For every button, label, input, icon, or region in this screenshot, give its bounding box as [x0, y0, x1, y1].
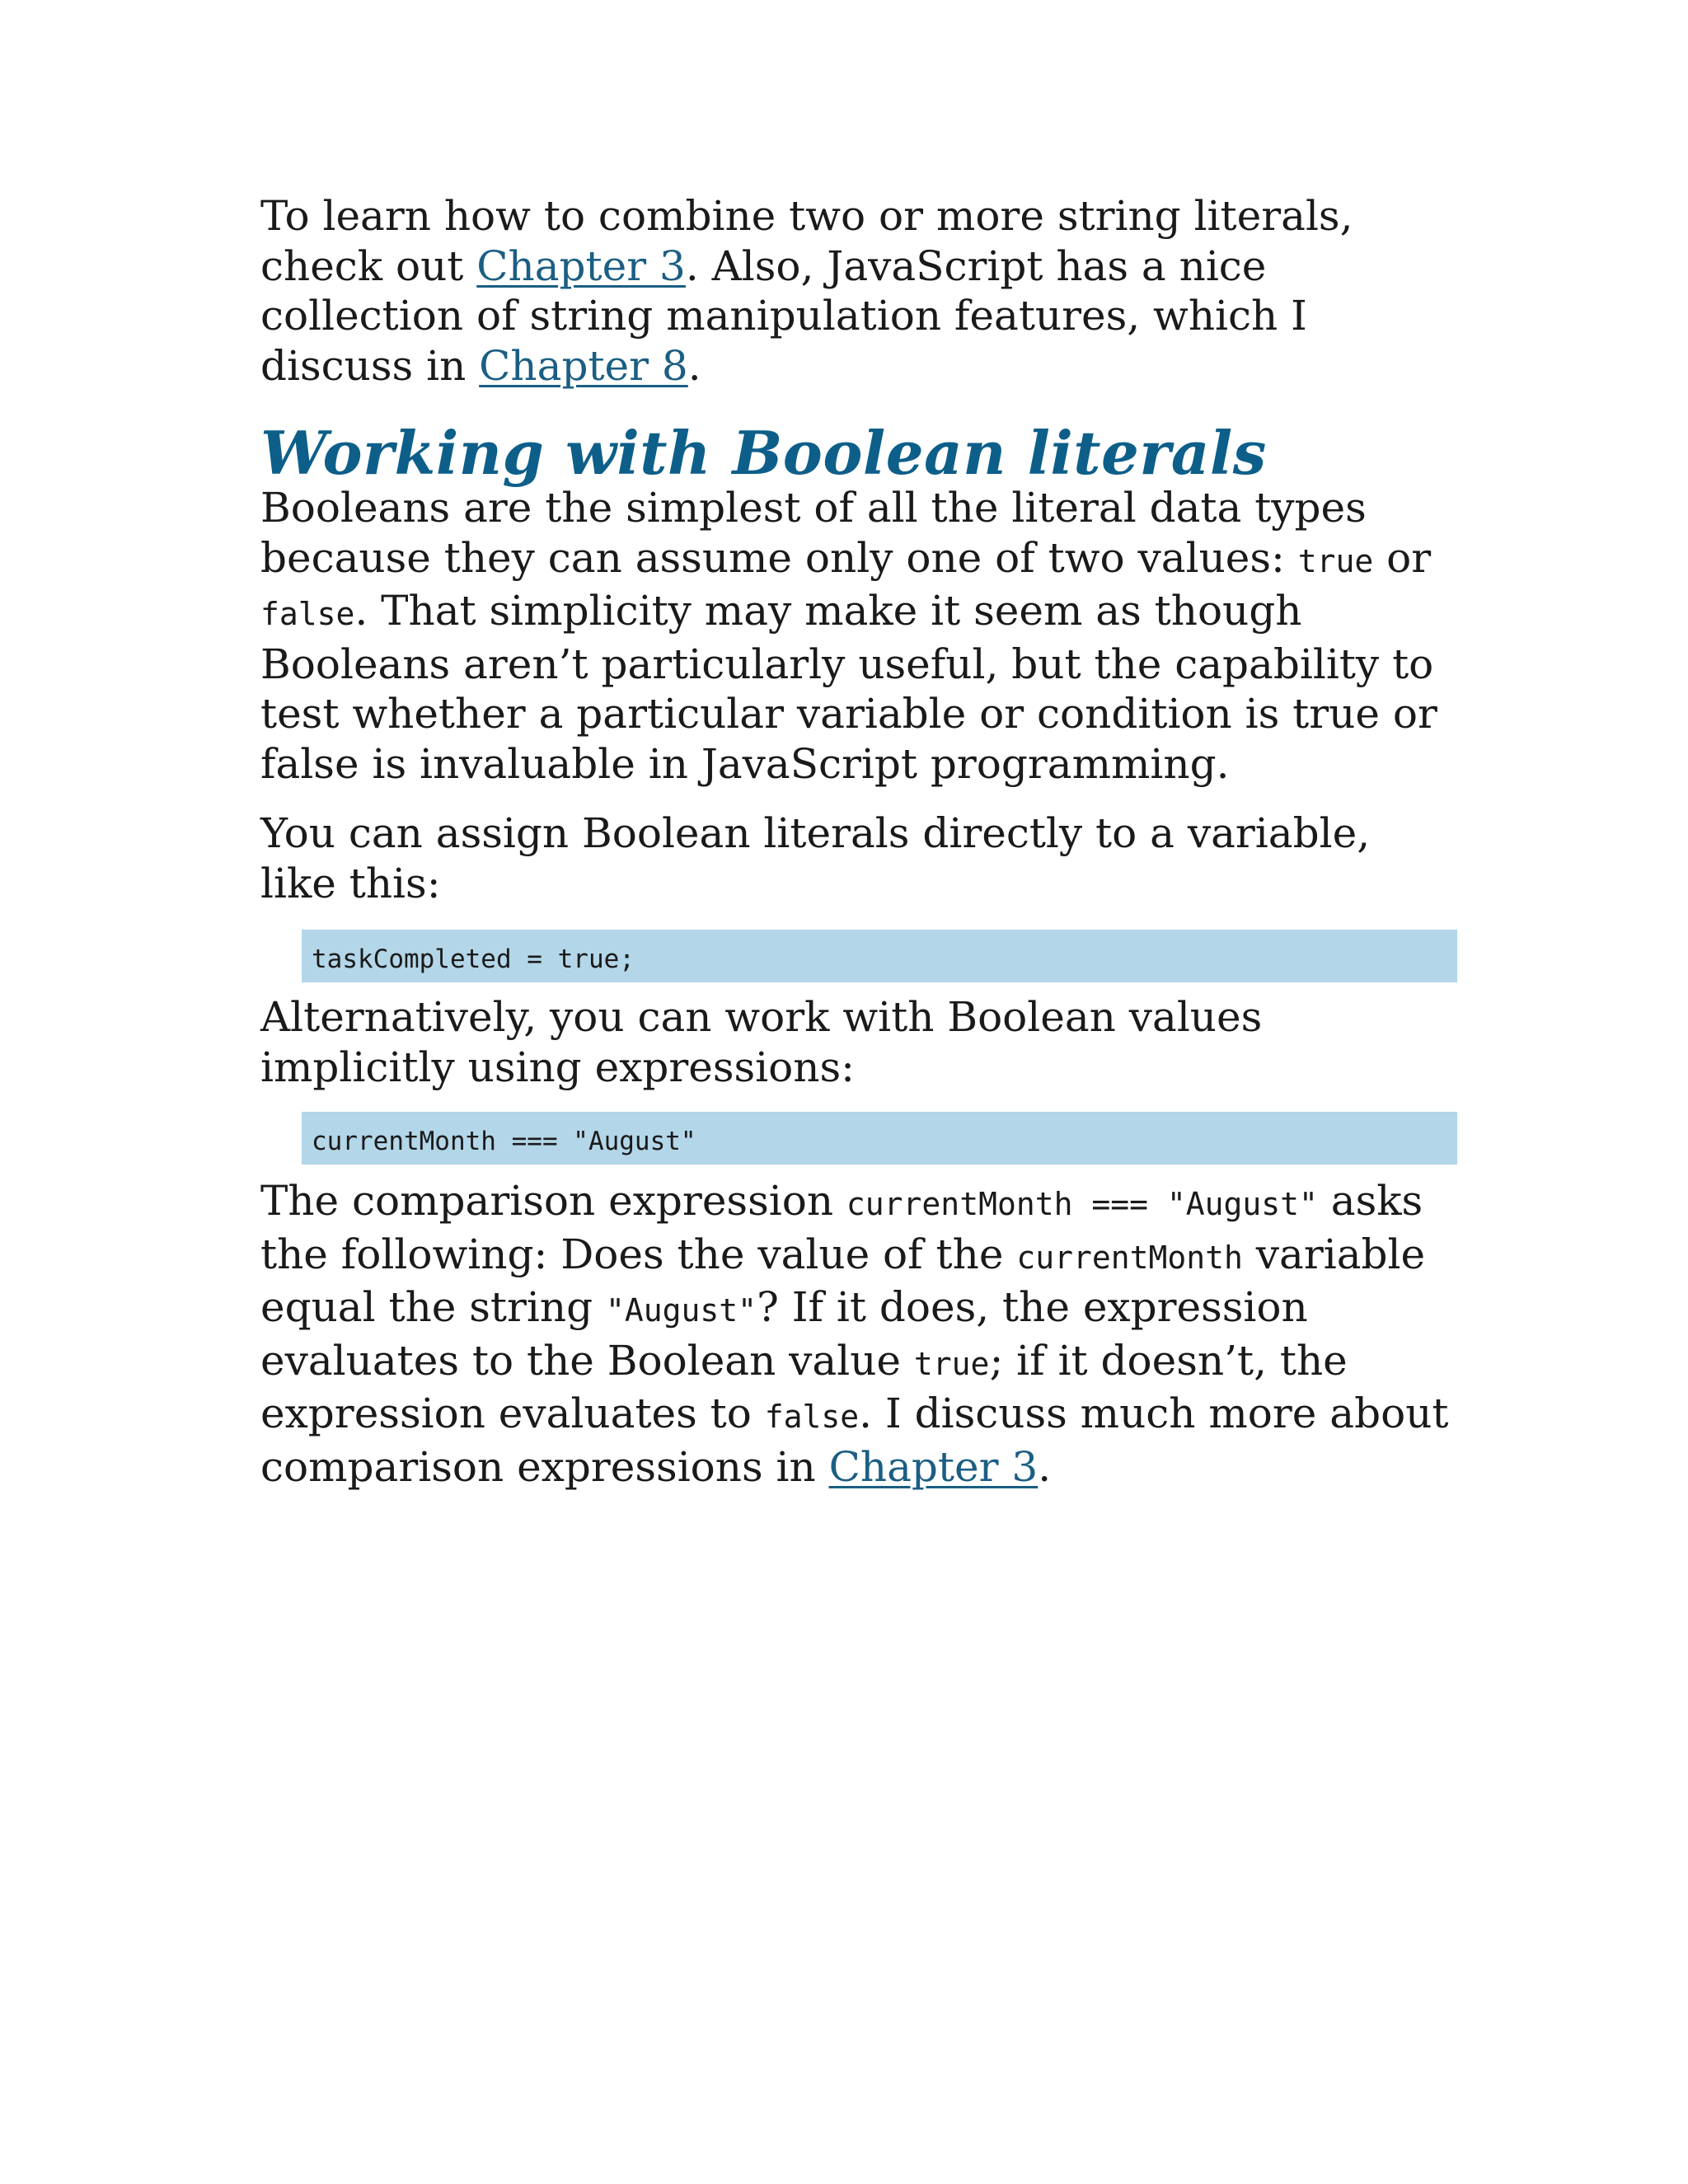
- inline-code-variable: currentMonth: [1016, 1239, 1243, 1276]
- section-heading: Working with Boolean literals: [260, 418, 1267, 488]
- inline-code-false: false: [260, 596, 355, 632]
- intro-text-3: .: [687, 341, 701, 390]
- inline-code-expression: currentMonth === "August": [846, 1186, 1318, 1222]
- code-block-task-completed: taskCompleted = true;: [302, 930, 1457, 982]
- chapter-8-link[interactable]: Chapter 8: [479, 341, 688, 390]
- comparison-text-2: asks the following: Does the value of the: [260, 1177, 1423, 1278]
- inline-code-true: true: [1297, 542, 1374, 579]
- document-page: [260, 191, 1457, 1492]
- chapter-3-link-2[interactable]: Chapter 3: [828, 1442, 1039, 1491]
- comparison-text-5: ; if it doesn’t, the expression evaluates to: [260, 1336, 1348, 1437]
- alternatively-paragraph: Alternatively, you can work with Boolean values implicitly using expressions:: [260, 993, 1263, 1091]
- intro-text-1: To learn how to combine two or more string literals, check out: [260, 192, 1353, 290]
- comparison-text-3: variable equal the string: [260, 1230, 1426, 1331]
- comparison-paragraph: [260, 1176, 1457, 1492]
- code-block-current-month: currentMonth === "August": [302, 1112, 1457, 1165]
- booleans-text-2: or: [1373, 533, 1432, 582]
- comparison-text-1: The comparison expression: [260, 1177, 846, 1225]
- booleans-text-1: Booleans are the simplest of all the literal data types because they can assume only one of two values:: [260, 484, 1367, 582]
- intro-text-2: . Also, JavaScript has a nice collection of string manipulation features, which I discuss in: [260, 241, 1307, 390]
- inline-code-true-2: true: [913, 1345, 990, 1382]
- booleans-text-3: . That simplicity may make it seem as though Booleans aren’t particularly useful, but the capability to test whether a particular variable or condition is true or false is invaluable in JavaScript programming.: [260, 587, 1437, 788]
- booleans-paragraph: [260, 483, 1457, 789]
- chapter-3-link[interactable]: Chapter 3: [476, 241, 686, 290]
- comparison-text-6: . I discuss much more about comparison expressions in: [260, 1390, 1449, 1491]
- inline-code-august: "August": [606, 1292, 757, 1329]
- comparison-text-7: .: [1038, 1442, 1052, 1491]
- comparison-text-4: ? If it does, the expression evaluates to the Boolean value: [260, 1283, 1308, 1385]
- assign-paragraph: You can assign Boolean literals directly to a variable, like this:: [260, 809, 1371, 907]
- intro-paragraph: [260, 191, 1457, 391]
- inline-code-false-2: false: [764, 1399, 860, 1435]
